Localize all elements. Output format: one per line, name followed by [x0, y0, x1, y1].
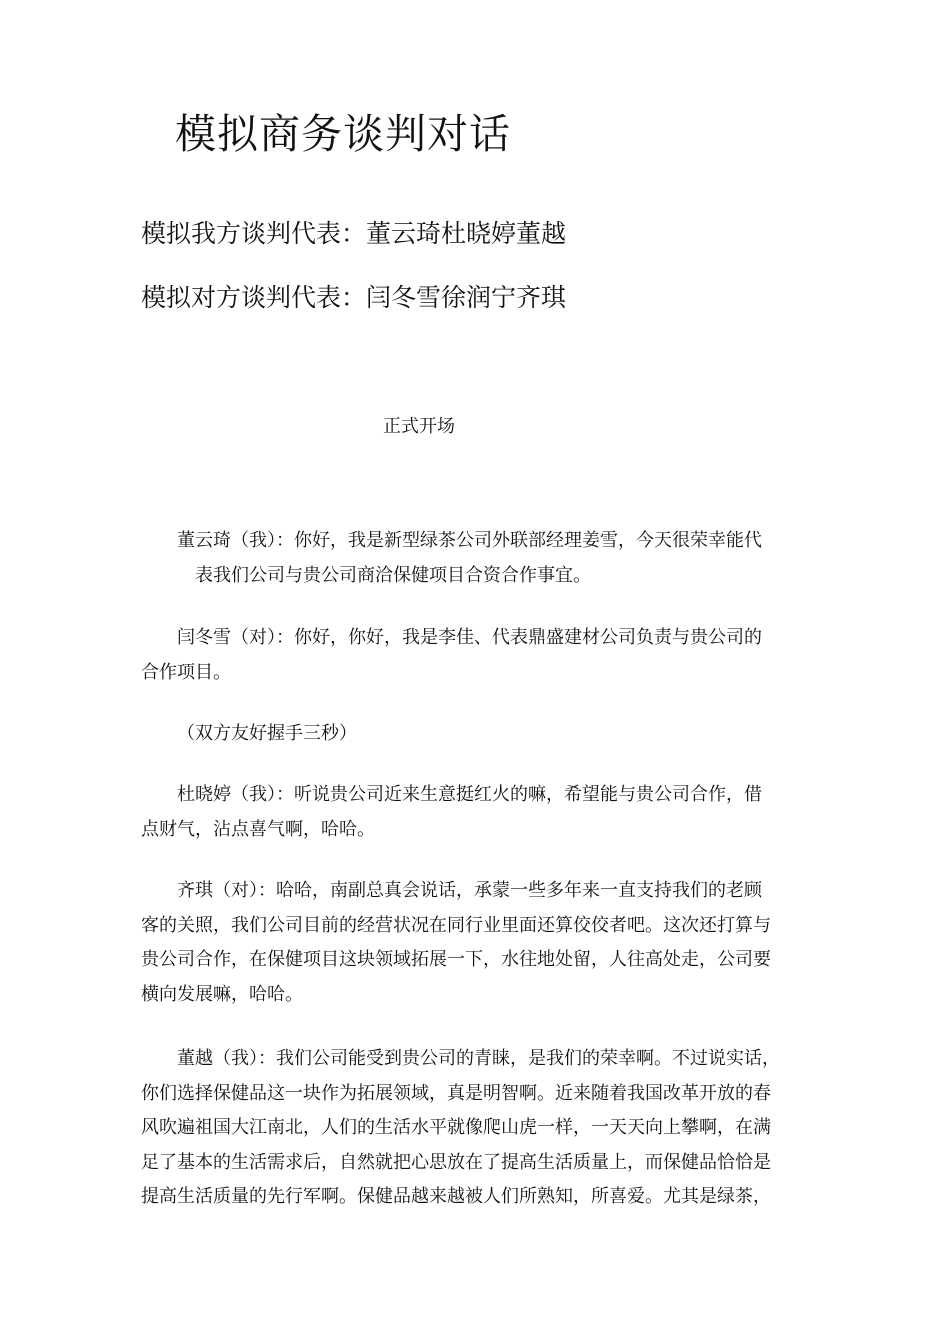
dialogue-paragraph	[141, 778, 821, 847]
paragraph-line: 你们选择保健品这一块作为拓展领域，真是明智啊。近来随着我国改革开放的春	[141, 1082, 771, 1104]
paragraph-line: 董云琦（我）：你好，我是新型绿茶公司外联部经理姜雪，今天很荣幸能代	[177, 530, 762, 551]
paragraph-line: 点财气，沾点喜气啊，哈哈。	[141, 818, 375, 840]
paragraph-line: 闫冬雪（对）：你好，你好，我是李佳、代表鼎盛建材公司负责与贵公司的	[177, 627, 762, 648]
paragraph-line: 表我们公司与贵公司商洽保健项目合资合作事宜。	[195, 564, 591, 586]
dialogue-paragraph	[141, 1042, 821, 1215]
paragraph-line: 杜晓婷（我）：听说贵公司近来生意挺红火的嘛，希望能与贵公司合作，借	[177, 784, 762, 805]
document-title: 模拟商务谈判对话	[175, 110, 511, 158]
paragraph-line: 横向发展嘛，哈哈。	[141, 983, 303, 1005]
dialogue-paragraph	[141, 874, 821, 1012]
paragraph-line: 提高生活质量的先行军啊。保健品越来越被人们所熟知，所喜爱。尤其是绿茶，	[141, 1186, 771, 1207]
their-representatives: 模拟对方谈判代表：闫冬雪徐润宁齐琪	[141, 283, 567, 312]
dialogue-paragraph	[141, 621, 821, 690]
our-representatives: 模拟我方谈判代表：董云琦杜晓婷董越	[141, 219, 567, 248]
section-heading: 正式开场	[383, 416, 455, 437]
paragraph-line: 风吹遍祖国大江南北，人们的生活水平就像爬山虎一样，一天天向上攀啊，在满	[141, 1117, 771, 1138]
paragraph-line: （双方友好握手三秒）	[177, 723, 357, 744]
paragraph-line: 足了基本的生活需求后，自然就把心思放在了提高生活质量上，而保健品恰恰是	[141, 1151, 771, 1173]
paragraph-line: 合作项目。	[141, 661, 231, 683]
paragraph-line: 齐琪（对）：哈哈，南副总真会说话，承蒙一些多年来一直支持我们的老顾	[177, 880, 762, 901]
paragraph-line: 贵公司合作，在保健项目这块领域拓展一下，水往地处留，人往高处走，公司要	[141, 949, 771, 970]
paragraph-line: 董越（我）：我们公司能受到贵公司的青睐，是我们的荣幸啊。不过说实话，	[177, 1048, 780, 1069]
dialogue-paragraph	[141, 524, 821, 593]
paragraph-line: 客的关照，我们公司目前的经营状况在同行业里面还算佼佼者吧。这次还打算与	[141, 914, 771, 936]
stage-direction	[141, 717, 821, 752]
